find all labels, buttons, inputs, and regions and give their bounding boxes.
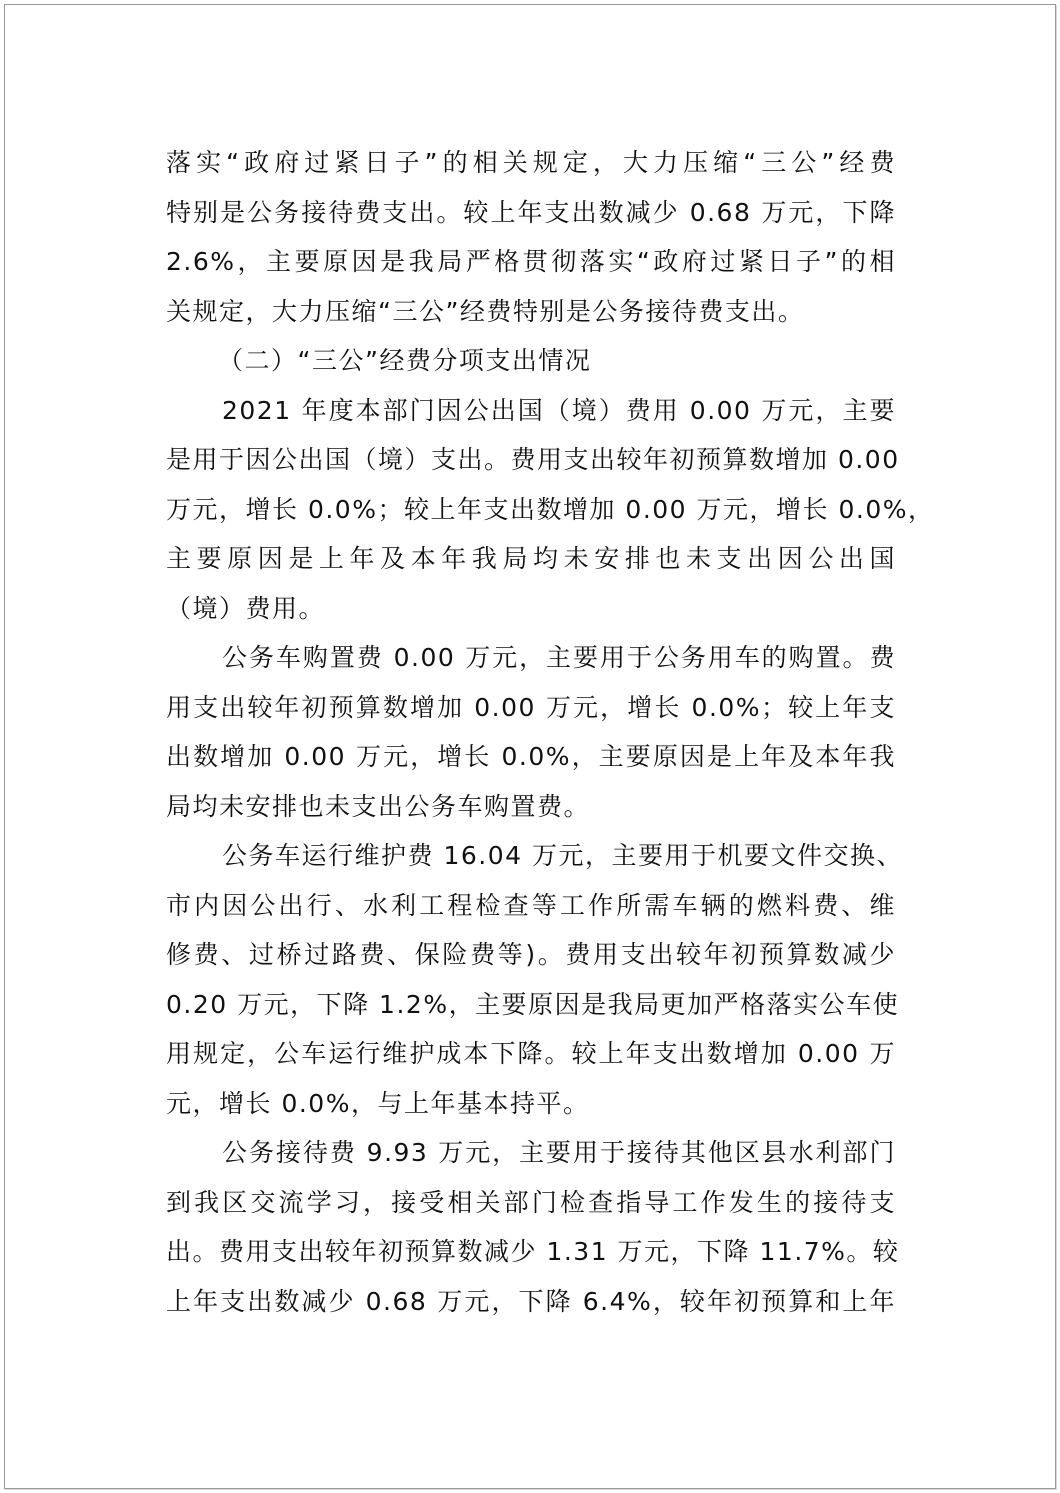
paragraph-line: 公务车运行维护费 16.04 万元，主要用于机要文件交换、 [222,841,903,870]
paragraph-line: 主要原因是上年及本年我局均未安排也未支出因公出国 [166,544,896,573]
paragraph-line: 用支出较年初预算数增加 0.00 万元，增长 0.0%；较上年支 [166,692,896,722]
paragraph-line: （境）费用。 [166,593,326,623]
section-heading: （二）“三公”经费分项支出情况 [218,346,592,375]
paragraph-line: 局均未安排也未支出公务车购置费。 [166,791,591,821]
paragraph-line: 上年支出数减少 0.68 万元，下降 6.4%，较年初预算和上年 [166,1286,896,1316]
paragraph-line: 关规定，大力压缩“三公”经费特别是公务接待费支出。 [166,296,805,326]
paragraph-line: 公务车购置费 0.00 万元，主要用于公务用车的购置。费 [222,643,896,672]
paragraph-line: 市内因公出行、水利工程检查等工作所需车辆的燃料费、维 [166,890,896,920]
paragraph-line: 出。费用支出较年初预算数减少 1.31 万元，下降 11.7%。较 [166,1237,900,1266]
paragraph-line: 修费、过桥过路费、保险费等)。费用支出较年初预算数减少 [166,940,896,969]
paragraph-line: 落实“政府过紧日子”的相关规定，大力压缩“三公”经费 [166,148,896,177]
paragraph-line: 公务接待费 9.93 万元，主要用于接待其他区县水利部门 [222,1138,896,1167]
paragraph-line: 特别是公务接待费支出。较上年支出数减少 0.68 万元，下降 [166,197,896,227]
paragraph-line: 出数增加 0.00 万元，增长 0.0%，主要原因是上年及本年我 [166,742,896,771]
paragraph-line: 2021 年度本部门因公出国（境）费用 0.00 万元，主要 [222,395,896,425]
paragraph-line: 万元，增长 0.0%；较上年支出数增加 0.00 万元，增长 0.0%， [166,494,935,524]
paragraph-line: 2.6%，主要原因是我局严格贯彻落实“政府过紧日子”的相 [166,247,896,276]
document-body [166,138,935,1326]
paragraph-line: 0.20 万元，下降 1.2%，主要原因是我局更加严格落实公车使 [166,989,900,1019]
paragraph-line: 用规定，公车运行维护成本下降。较上年支出数增加 0.00 万 [166,1039,896,1068]
paragraph-line: 到我区交流学习，接受相关部门检查指导工作发生的接待支 [166,1187,896,1217]
paragraph-line: 是用于因公出国（境）支出。费用支出较年初预算数增加 0.00 [166,445,900,474]
paragraph-line: 元，增长 0.0%，与上年基本持平。 [166,1088,590,1118]
